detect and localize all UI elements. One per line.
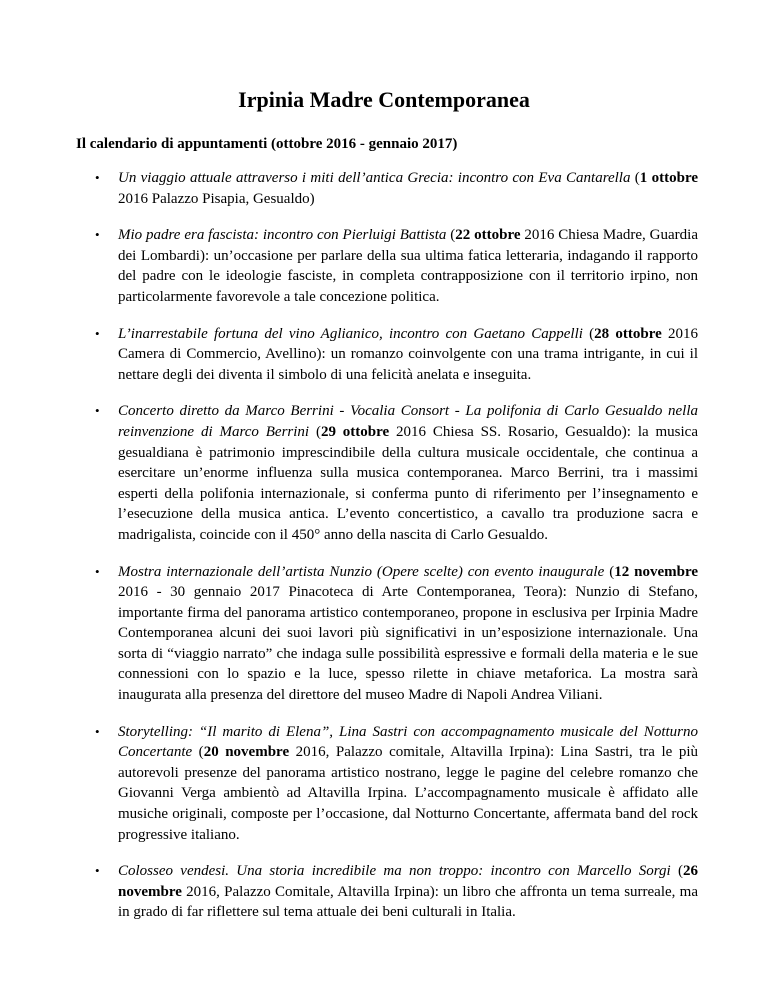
event-date: 20 novembre [203,744,290,761]
event-date: 22 ottobre [455,227,521,244]
event-details: 2016, Palazzo Comitale, Altavilla Irpina): un libro che affronta un tema surreale, ma in grado di far riflettere sul tema attuale dei beni culturali in Italia. [118,883,698,921]
event-paren: ( [630,170,640,186]
event-details: 2016 Palazzo Pisapia, Gesualdo) [118,190,315,207]
event-paren: ( [446,227,456,244]
event-item [76,562,698,706]
event-item [76,168,698,209]
event-date: 26 novembre [118,863,698,900]
event-details: 2016 Camera di Commercio, Avellino): un romanzo coinvolgente con una trama intrigante, in cui il nettare degli dei diventa il simbolo di una felicità anelata e inseguita. [118,325,698,383]
event-item [76,401,698,545]
event-title: L’inarrestabile fortuna del vino Aglianico, incontro con Gaetano Cappelli [118,325,583,342]
event-date: 28 ottobre [594,325,662,342]
event-title: Colosseo vendesi. Una storia incredibile ma non troppo: incontro con Marcello Sorgi [118,863,671,880]
bullet-icon: • [95,723,100,739]
bullet-icon: • [95,403,100,419]
event-details: 2016 Chiesa Madre, Guardia dei Lombardi): un’occasione per parlare della sua ultima fatica letteraria, indagando il rapporto del padre con le ideologie fasciste, in completa contrapposizione con il territorio irpino, non particolarmente favorevole a tale concezione politica. [118,227,698,305]
event-list [76,168,698,939]
bullet-icon: • [95,227,100,243]
event-title: Storytelling: “Il marito di Elena”, Lina Sastri con accompagnamento musicale del Notturno Concertante [118,723,698,761]
event-paren: ( [582,325,595,342]
event-item [76,225,698,307]
bullet-icon: • [95,563,100,579]
event-paren: ( [604,563,615,580]
event-title: Mio padre era fascista: incontro con Pierluigi Battista [118,227,447,244]
event-date: 12 novembre [614,563,698,580]
calendar-subtitle: Il calendario di appuntamenti (ottobre 2016 - gennaio 2017) [76,136,458,152]
event-date: 29 ottobre [320,423,390,440]
bullet-icon: • [95,170,100,185]
document-title: Irpinia Madre Contemporanea [238,87,530,112]
event-details: 2016 Chiesa SS. Rosario, Gesualdo): la musica gesualdiana è patrimonio imprescindibile della cultura musicale occidentale, che continua a esercitare un’enorme influenza sulla musica contemporanea. Marco Berrini, tra i massimi esperti della polifonia internazionale, si conferma punto di riferimento per l’insegnamento e l’esecuzione della musica antica. L’evento concertistico, a cavallo tra produzione sacra e madrigalista, coincide con il 450° anno della nascita di Carlo Gesualdo. [118,423,698,543]
event-item [76,324,698,386]
event-date: 1 ottobre [639,170,698,186]
event-paren: ( [192,744,204,761]
event-paren: ( [670,863,683,880]
event-title: Un viaggio attuale attraverso i miti dell’antica Grecia: incontro con Eva Cantarella [118,170,631,186]
event-paren: ( [309,423,321,440]
event-details: 2016 - 30 gennaio 2017 Pinacoteca di Arte Contemporanea, Teora): Nunzio di Stefano, importante firma del panorama artistico contemporaneo, propone in esclusiva per Irpinia Madre Contemporanea alcuni dei suoi lavori più significativi in un’esposizione internazionale. Una sorta di “viaggio narrato” che indaga sulle possibilità espressive e formali della materia e le sue connessioni con lo spazio e la luce, spesso rilette in chiave metaforica. La mostra sarà inaugurata alla presenza del direttore del museo Madre di Napoli Andrea Viliani. [118,584,698,704]
bullet-icon: • [95,325,100,341]
event-title: Mostra internazionale dell’artista Nunzio (Opere scelte) con evento inaugurale [118,563,605,580]
event-item [76,861,698,923]
bullet-icon: • [95,863,100,879]
event-title: Concerto diretto da Marco Berrini - Vocalia Consort - La polifonia di Carlo Gesualdo nella reinvenzione di Marco Berrini [118,403,698,440]
event-item [76,722,698,846]
event-details: 2016, Palazzo comitale, Altavilla Irpina): Lina Sastri, tra le più autorevoli presenze del panorama artistico nostrano, legge le pagine del celebre romanzo che Giovanni Verga ambientò ad Altavilla Irpina. L’accompagnamento musicale è affidato alle musiche originali, composte per l’occasione, dal Notturno Concertante, affermata band del rock progressive italiano. [118,744,699,843]
